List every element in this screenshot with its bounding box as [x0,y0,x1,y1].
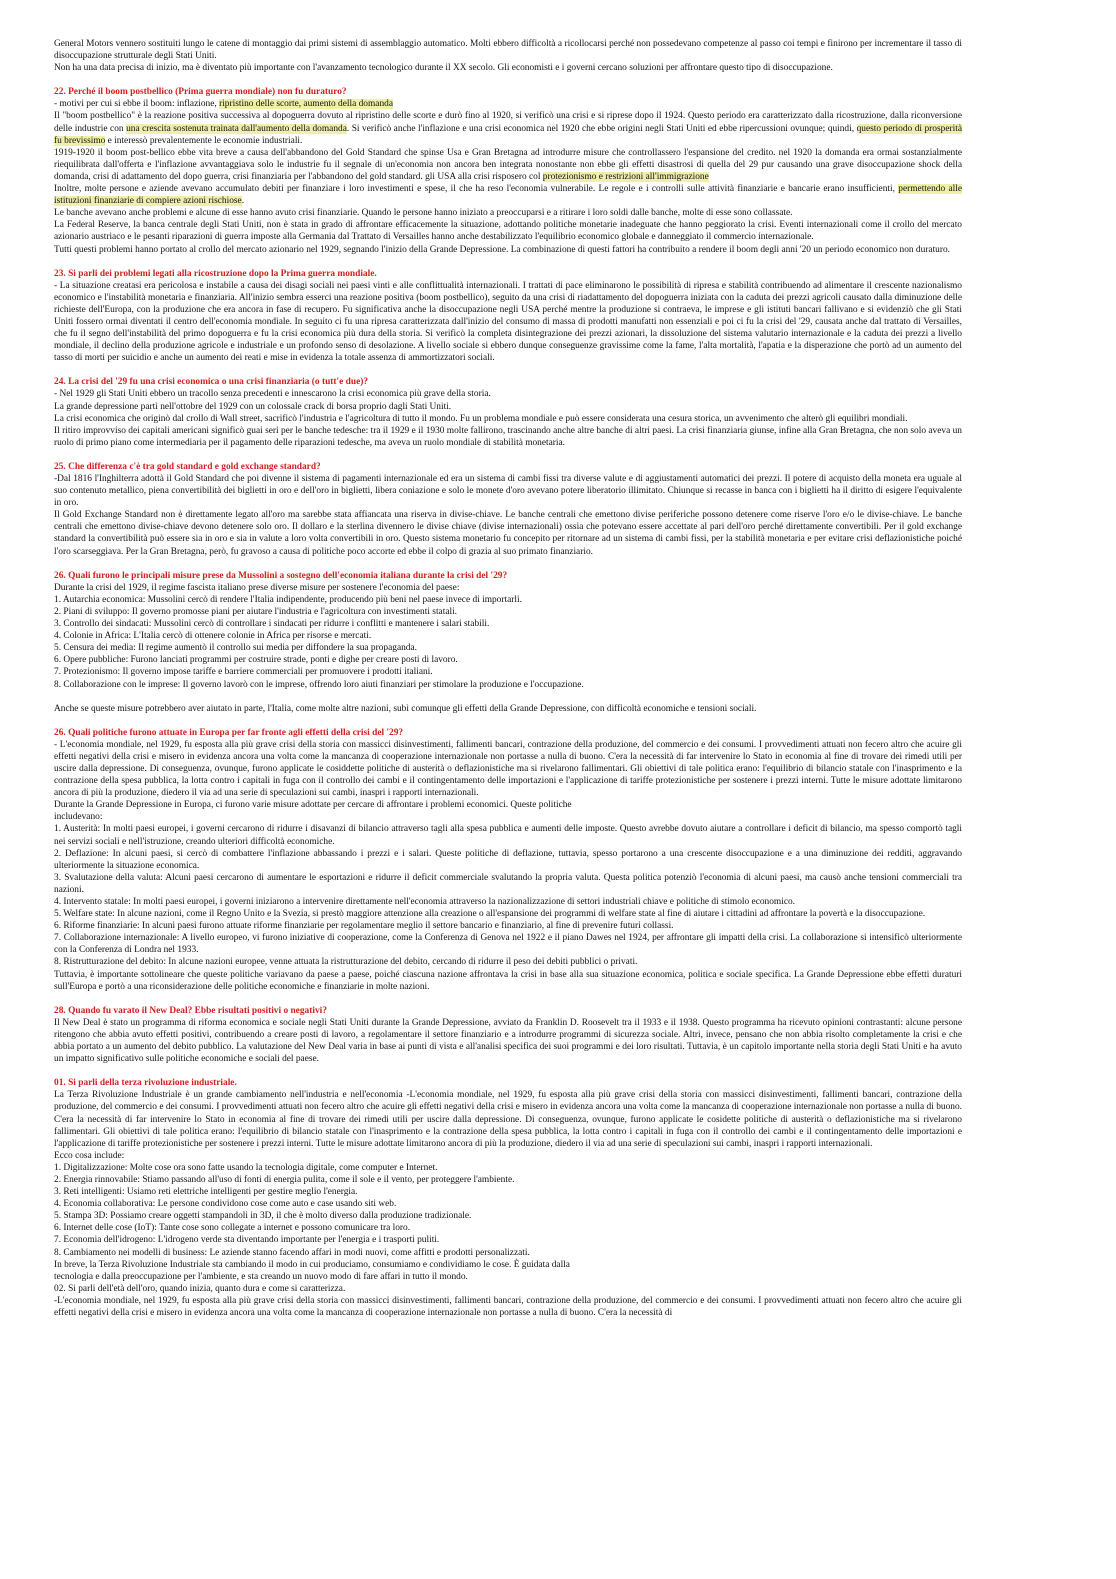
highlight: protezionismo e restrizioni all'immigrazione [542,171,709,182]
list-item: 6. Riforme finanziarie: In alcuni paesi furono attuate riforme finanziarie per regolamentare meglio il settore bancario e finanziario, al fine di prevenire futuri collassi. [54,921,674,932]
paragraph: includevano: [54,812,103,823]
list-item: 7. Economia dell'idrogeno: L'idrogeno verde sta diventando importante per l'energia e i trasporti puliti. [54,1235,440,1246]
list-item: 1. Austerità: In molti paesi europei, i governi cercarono di ridurre i disavanzi di bilancio attraverso tagli alla spesa pubblica e aumenti delle imposte. Questo avrebbe dovuto aiutare a controllare i deficit di bilancio, ma spesso comportò tagli nei servizi sociali e nell'istruzione, creando ulteriori difficoltà economiche. [54,824,962,847]
list-item: 5. Censura dei media: Il regime aumentò il controllo sui media per diffondere la sua propaganda. [54,643,417,654]
list-item: 8. Cambiamento nei modelli di business: Le aziende stanno facendo affari in modi nuovi, come affitti e prodotti personalizzati. [54,1247,530,1258]
section-heading: 22. Perché il boom postbellico (Prima guerra mondiale) non fu duraturo? [54,87,347,98]
paragraph: Il ritiro improvviso dei capitali americani significò guai seri per le banche tedesche: tra il 1929 e il 1930 molte fallirono, trascinando anche altre banche di altri paesi. La crisi finanziaria giunse, infine alla Gran Bretagna, che non solo aveva un ruolo di primo piano come intermediaria per il pagamento delle riparazioni tedesche, ma aveva un ruolo mondiale di stabilità monetaria. [54,425,962,448]
section-heading: 26. Quali furono le principali misure prese da Mussolini a sostegno dell'economia italiana durante la crisi del '29? [54,570,508,581]
paragraph: - Nel 1929 gli Stati Uniti ebbero un tracollo senza precedenti e innescarono la crisi economica più grave della storia. [54,389,491,400]
list-item: 7. Protezionismo: Il governo impose tariffe e barriere commerciali per promuovere i prodotti italiani. [54,667,433,678]
paragraph: Le banche avevano anche problemi e alcune di esse hanno avuto crisi finanziarie. Quando le persone hanno iniziato a preoccuparsi e a ritirare i loro soldi dalle banche, molte di esse sono collassate. [54,208,793,219]
section-heading: 28. Quando fu varato il New Deal? Ebbe risultati positivi o negativi? [54,1005,327,1016]
paragraph: La grande depressione partì nell'ottobre del 1929 con un colossale crack di borsa proprio dagli Stati Uniti. [54,401,452,412]
list-item: 4. Economia collaborativa: Le persone condividono cose come auto e case usando siti web. [54,1199,397,1210]
highlight: questo periodo di prosperità fu brevissimo [54,123,962,146]
list-item: 6. Internet delle cose (IoT): Tante cose sono collegate a internet e possono comunicare tra loro. [54,1223,411,1234]
list-item: 3. Reti intelligenti: Usiamo reti elettriche intelligenti per gestire meglio l'energia. [54,1187,358,1198]
list-item: 2. Piani di sviluppo: Il governo promosse piani per aiutare l'industria e l'agricoltura con investimenti statali. [54,606,458,617]
section-heading: 26. Quali politiche furono attuate in Europa per far fronte agli effetti della crisi del '29? [54,727,404,738]
paragraph: Inoltre, molte persone e aziende avevano accumulato debiti per finanziare i loro investimenti e spese, il che ha reso l'economia vulnerabile. Le regole e i controlli sulle attività finanziarie e bancarie erano insufficienti, permettendo alle istituzioni finanziarie di compiere azioni rischiose. [54,184,962,207]
section-heading: 25. Che differenza c'è tra gold standard e gold exchange standard? [54,461,321,472]
paragraph: Durante la Grande Depressione in Europa, ci furono varie misure adottate per cercare di affrontare i problemi economici. Queste politiche [54,800,572,811]
highlight: una crescita sostenuta trainata dall'aumento della domanda [126,123,347,134]
list-item: 7. Collaborazione internazionale: A livello europeo, vi furono iniziative di cooperazione, come la Conferenza di Genova nel 1922 e il piano Dawes nel 1924, per affrontare gli impatti della crisi. La collaborazione si intensificò ulteriormente con la Conferenza di Londra nel 1933. [54,933,962,956]
paragraph: Ecco cosa include: [54,1150,125,1161]
paragraph: General Motors vennero sostituiti lungo le catene di montaggio dai primi sistemi di assemblaggio automatico. Molti ebbero difficoltà a ricollocarsi perché non possedevano competenze al passo coi tempi e finirono per incrementare il tasso di disoccupazione strutturale degli Stati Uniti. [54,39,962,62]
paragraph: Durante la crisi del 1929, il regime fascista italiano prese diverse misure per sostenere l'economia del paese: [54,582,460,593]
list-item: 3. Controllo dei sindacati: Mussolini cercò di controllare i sindacati per ridurre i conflitti e mantenere i salari stabili. [54,619,490,630]
paragraph: Il "boom postbellico" è la reazione positiva successiva al dopoguerra dovuto al ripristino delle scorte e durò fino al 1920, si verificò una crisi e si riprese dopo il 1924. Questo periodo era caratterizzato dalla ricostruzione, dalla riconversione delle industrie con una crescita sostenuta trainata dall'aumento della domanda. Si verificò anche l'inflazione e una crisi economica nel 1920 che ebbe origini negli Stati Uniti ed ebbe ripercussioni ovunque; quindi, questo periodo di prosperità fu brevissimo e interessò prevalentemente le economie industriali. [54,111,962,146]
paragraph: 1919-1920 il boom post-bellico ebbe vita breve a causa dell'abbandono del Gold Standard che spinse Usa e Gran Bretagna ad introdurre misure che controllassero l'espansione del credito. nel 1920 la domanda era ormai sostanzialmente riequilibrata dall'offerta e l'inflazione avvantaggiava solo le industrie fu il segnale di un'economia non ancora ben integrata nonostante non ebbe gli effetti disastrosi di quella del 29 pur causando una grave disoccupazione shock della domanda, crisi di adattamento del dopo guerra, crisi finanziaria per l'abbandono del gold standard. gli USA alla crisi risposero col protezionismo e restrizioni all'immigrazione [54,147,962,182]
list-item: 1. Digitalizzazione: Molte cose ora sono fatte usando la tecnologia digitale, come computer e Internet. [54,1162,438,1173]
paragraph: La crisi economica che originò dal crollo di Wall street, sacrificò l'industria e l'agricoltura di tutto il mondo. Fu un problema mondiale e può essere considerata una cesura storica, un avvenimento che alterò gli equilibri mondiali. [54,413,908,424]
highlight: ripristino delle scorte, aumento della domanda [219,99,393,110]
section-heading: 01. Si parli della terza rivoluzione industriale. [54,1078,237,1089]
list-item: 1. Autarchia economica: Mussolini cercò di rendere l'Italia indipendente, producendo più beni nel paese invece di importarli. [54,594,522,605]
list-item: 8. Collaborazione con le imprese: Il governo lavorò con le imprese, offrendo loro aiuti finanziari per stimolare la produzione e l'occupazione. [54,679,584,690]
paragraph: Il Gold Exchange Standard non è direttamente legato all'oro ma sarebbe stata affiancata una riserva in divise-chiave. Le banche centrali che emettono divise periferiche possono detenere come riserve l'oro e/o le divise-chiave. Le banche centrali che emettono divise-chiave devono detenere solo oro. Il dollaro e la sterlina divennero le divise chiave (divise internazionali) ossia che potevano essere accettate al pari dell'oro perché direttamente convertibili. Per il gold exchange standard la convertibilità può essere sia in oro e sia in valute a loro volta convertibili in oro. Questo sistema monetario fu concepito per ritornare ad un sistema di cambi fissi, per la stabilità monetaria e per evitare crisi deflazionistiche poiché l'oro scarseggiava. Per la Gran Bretagna, però, fu gravoso a causa di politiche poco accorte ed ebbe il colpo di grazia al suo primato finanziario. [54,510,962,557]
paragraph: Anche se queste misure potrebbero aver aiutato in parte, l'Italia, come molte altre nazioni, subì comunque gli effetti della Grande Depressione, con difficoltà economiche e tensioni sociali. [54,703,757,714]
paragraph: Il New Deal è stato un programma di riforma economica e sociale negli Stati Uniti durante la Grande Depressione, avviato da Franklin D. Roosevelt tra il 1933 e il 1938. Questo programma ha ricevuto opinioni contrastanti: alcune persone ritengono che abbia avuto effetti positivi, contribuendo a creare posti di lavoro, a regolamentare il settore finanziario e a introdurre programmi di sicurezza sociale. Altri, invece, pensano che non abbia risolto completamente la crisi e che abbia portato a un aumento del debito pubblico. La valutazione del New Deal varia in base ai punti di vista e all'analisi specifica dei suoi programmi e dei loro risultati. Tuttavia, è un capitolo importante nella storia degli Stati Uniti e ha avuto un impatto significativo sulle politiche economiche e sociali del paese. [54,1017,962,1065]
paragraph: La Terza Rivoluzione Industriale è un grande cambiamento nell'industria e nell'economia -L'economia mondiale, nel 1929, fu esposta alla più grave crisi della storia con massicci disinvestimenti, fallimenti bancari, contrazione della produzione, del commercio e dei consumi. I provvedimenti attuati non fecero altro che acuire gli effetti negativi della crisi e misero in evidenza ancora una volta come la mancanza di cooperazione internazionale non portasse a nulla di buono. C'era la necessità di far intervenire lo Stato in economia al fine di trovare dei rimedi utili per uscire dalla depressione. Di conseguenza, ovunque, furono applicate le cosidette politiche di austerità o deflazionistiche ma si rivelarono fallimentari. Gli obiettivi di tale politica erano: l'equilibrio di bilancio statale con l'inasprimento e la contrazione della spesa pubblica, la lotta contro i capitali in fuga con il controllo dei cambi e il contingentamento delle importazioni e l'applicazione di tariffe protezionistiche per sostenere i prezzi interni. Tutte le misure adottate limitarono ancora di più la produzione, diedero il via ad una serie di speculazioni sui cambi, inaspri i rapporti internazionali. [54,1090,962,1149]
paragraph: Non ha una data precisa di inizio, ma è diventato più importante con l'avanzamento tecnologico durante il XX secolo. Gli economisti e i governi cercano soluzioni per affrontare questo tipo di disoccupazione. [54,63,833,74]
list-item: 4. Intervento statale: In molti paesi europei, i governi iniziarono a intervenire direttamente nell'economia attraverso la nazionalizzazione di settori industriali chiave e politiche di stimolo economico. [54,897,796,907]
list-item: 2. Energia rinnovabile: Stiamo passando all'uso di fonti di energia pulita, come il sole e il vento, per proteggere l'ambiente. [54,1174,515,1185]
paragraph: -L'economia mondiale, nel 1929, fu esposta alla più grave crisi della storia con massicci disinvestimenti, fallimenti bancari, contrazione della produzione, del commercio e dei consumi. I provvedimenti attuati non fecero altro che acuire gli effetti negativi della crisi e misero in evidenza ancora una volta come la mancanza di cooperazione internazionale non portasse a nulla di buono. C'era la necessità di [54,1295,962,1318]
list-item: 8. Ristrutturazione del debito: In alcune nazioni europee, venne attuata la ristrutturazione del debito, cercando di ridurre il peso dei debiti pubblici o privati. [54,957,638,968]
paragraph: In breve, la Terza Rivoluzione Industriale sta cambiando il modo in cui produciamo, consumiamo e condividiamo le cose. È guidata dalla [54,1259,570,1270]
section-heading: 24. La crisi del '29 fu una crisi economica o una crisi finanziaria (o tutt'e due)? [54,377,369,388]
paragraph: Tutti questi problemi hanno portato al crollo del mercato azionario nel 1929, segnando l'inizio della Grande Depressione. La combinazione di questi fattori ha contribuito a rendere il boom degli anni '20 un periodo economico non duraturo. [54,244,951,255]
highlight: permettendo alle istituzioni finanziarie di compiere azioni rischiose [54,184,962,207]
paragraph: - motivi per cui si ebbe il boom: inflazione, ripristino delle scorte, aumento della domanda [54,99,393,110]
paragraph: La Federal Reserve, la banca centrale degli Stati Uniti, non è stata in grado di affrontare efficacemente la situazione, adottando politiche monetarie inadeguate che hanno peggiorato la crisi. Eventi internazionali come il crollo del mercato azionario austriaco e le pesanti riparazioni di guerra imposte alla Germania dal Trattato di Versailles hanno anche destabilizzato l'equilibrio economico globale e danneggiato il commercio internazionale. [54,220,962,243]
list-item: 5. Welfare state: In alcune nazioni, come il Regno Unito e la Svezia, si prestò maggiore attenzione alla creazione o all'espansione dei programmi di welfare state al fine di aiutare i cittadini ad affrontare la povertà e la disoccupazione. [54,909,926,920]
list-item: 4. Colonie in Africa: L'Italia cercò di ottenere colonie in Africa per risorse e mercati. [54,631,372,642]
list-item: 2. Deflazione: In alcuni paesi, si cercò di combattere l'inflazione abbassando i prezzi e i salari. Queste politiche di deflazione, tuttavia, spesso portarono a una crescente disoccupazione e a una diminuzione dei redditi, aggravando ulteriormente la situazione economica. [54,848,962,871]
list-item: 3. Svalutazione della valuta: Alcuni paesi cercarono di aumentare le esportazioni e ridurre il deficit commerciale svalutando la propria valuta. Questa politica potenziò l'economia di alcuni paesi, ma causò anche tensioni commerciali tra nazioni. [54,872,962,895]
paragraph: Tuttavia, è importante sottolineare che queste politiche variavano da paese a paese, poiché ciascuna nazione affrontava la crisi in base alla sua situazione economica, politica e sociale specifica. La Grande Depressione ebbe effetti duraturi sull'Europa e portò a una riconsiderazione delle politiche economiche e finanziarie in molte nazioni. [54,969,962,992]
paragraph: - L'economia mondiale, nel 1929, fu esposta alla più grave crisi della storia con massicci disinvestimenti, fallimenti bancari, contrazione della produzione, del commercio e dei consumi. I provvedimenti attuati non fecero altro che acuire gli effetti negativi della crisi e misero in evidenza ancora una volta come la mancanza di cooperazione internazionale non portasse a nulla di buono. C'era la necessità di far intervenire lo Stato in economia al fine di trovare dei rimedi utili per uscire dalla depressione. Di conseguenza, ovunque, furono applicate le cosiddette politiche di austerità o deflazionistiche ma si rivelarono fallimentari. Gli obiettivi di tale politica erano: l'equilibrio di bilancio statale con l'inasprimento e la contrazione della spesa pubblica, la lotta contro i capitali in fuga con il controllo dei cambi e il contingentamento delle importazioni e l'applicazione di tariffe protezionistiche per sostenere i prezzi interni. Tutte le misure adottate limitarono ancora di più la produzione, diedero il via ad una serie di speculazioni sui cambi, inaspri i rapporti internazionali. [54,739,962,799]
paragraph: - La situazione creatasi era pericolosa e instabile a causa dei disagi sociali nei paesi vinti e alle conflittualità internazionali. I trattati di pace eliminarono le possibilità di ripresa e stabilità contribuendo ad alimentare il crescente nazionalismo economico e l'instabilità monetaria e finanziaria. All'inizio sembra esserci una reazione positiva (boom postbellico), seguito da una crisi di riadattamento del dopoguerra iniziata con la caduta dei prezzi agricoli causato dalla diminuzione delle richieste dell'Europa, con la produzione che era ancora in fase di recupero. Fu significativa anche la disoccupazione negli USA perché mentre la produzione si contraeva, le imprese e gli istituti bancari fallivano e si evidenziò che gli Stati Uniti fossero ormai diventati il centro dell'economia mondiale. In seguito ci fu una ripresa caratterizzata dall'inizio del consumo di massa di prodotti manufatti non essenziali e poi ci fu la crisi del '29, causata anche dal trattato di Versailles, che fu il segno dell'instabilità del primo dopoguerra e fu la crisi economica più dura della storia. Si verificò la completa disintegrazione dei prezzi azionari, la dissoluzione del sistema valutario internazionale e la caduta dei prezzi a livello mondiale, il declino della produzione agricole e industriale e un profondo senso di desolazione. A livello sociale si ebbero dunque conseguenze gravissime come la fame, l'alta mortalità, l'apatia e la disperazione che portò ad un aumento del tasso di morti per suicidio e anche un aumento dei reati e mise in evidenza la totale assenza di ammortizzatori sociali. [54,280,962,364]
paragraph: 02. Si parli dell'età dell'oro, quando inizia, quanto dura e come si caratterizza. [54,1283,346,1294]
paragraph: -Dal 1816 l'Inghilterra adottà il Gold Standard che poi divenne il sistema di pagamenti internazionale ed era un sistema di cambi fissi tra diverse valute e di aggiustamenti automatici dei prezzi. Il potere di acquisto della moneta era uguale al suo contenuto metallico, piena convertibilità dei biglietti in oro e dell'oro in biglietti, libera coniazione e solo le monete d'oro avevano potere liberatorio illimitato. Chiunque si recasse in banca con i biglietti ha il diritto di esigere l'equivalente in oro. [54,474,962,509]
list-item: 6. Opere pubbliche: Furono lanciati programmi per costruire strade, ponti e dighe per creare posti di lavoro. [54,655,458,666]
paragraph: tecnologia e dalla preoccupazione per l'ambiente, e sta creando un nuovo modo di fare affari in tutto il mondo. [54,1271,468,1282]
list-item: 5. Stampa 3D: Possiamo creare oggetti stampandoli in 3D, il che è molto diverso dalla produzione tradizionale. [54,1211,472,1222]
section-heading: 23. Si parli dei problemi legati alla ricostruzione dopo la Prima guerra mondiale. [54,268,377,279]
